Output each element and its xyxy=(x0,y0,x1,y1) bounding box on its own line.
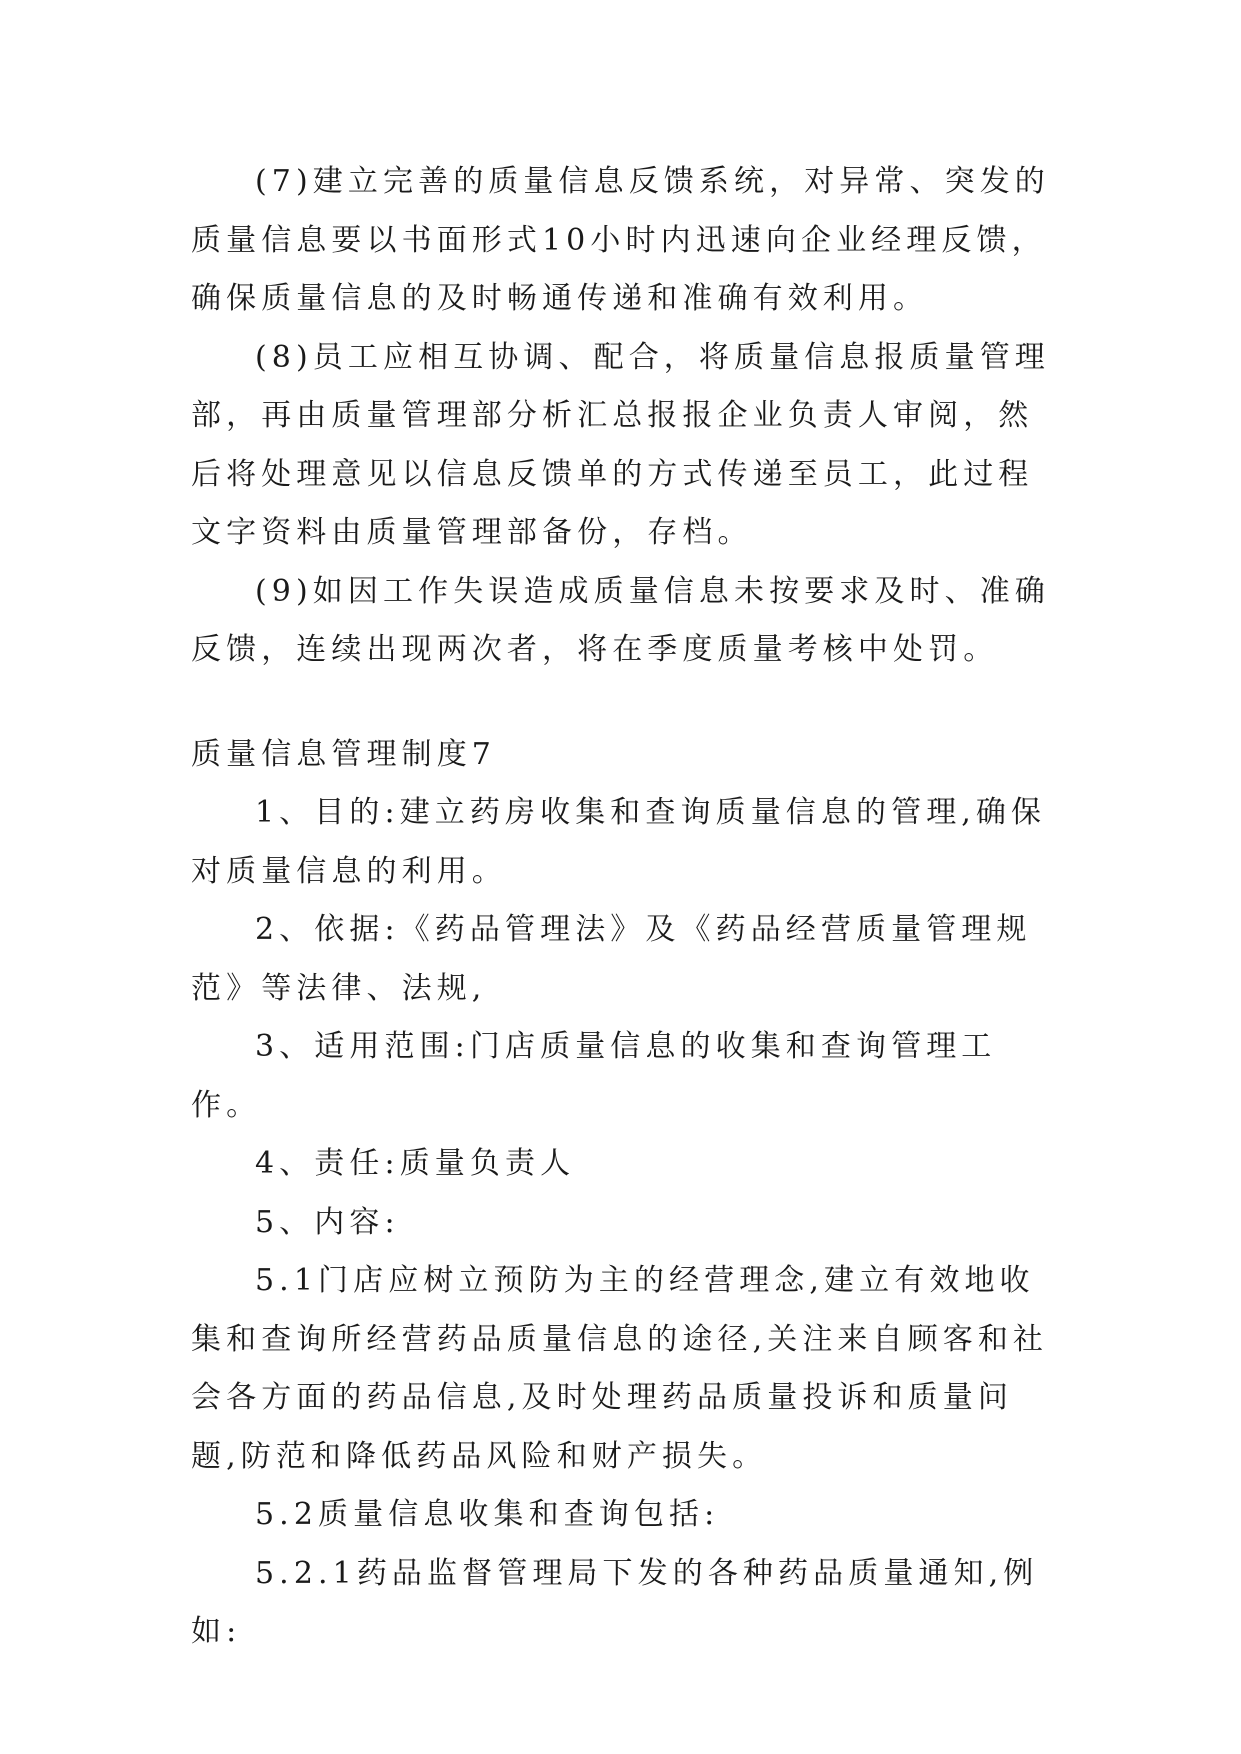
paragraph-item-8: (8)员工应相互协调、配合，将质量信息报质量管理部，再由质量管理部分析汇总报报企业负责人审阅，然后将处理意见以信息反馈单的方式传递至员工，此过程文字资料由质量管理部备份，存档。 xyxy=(191,339,1050,550)
paragraph-basis: 2、依据:《药品管理法》及《药品经营质量管理规范》等法律、法规, xyxy=(191,912,1032,1006)
paragraph-5-2-1: 5.2.1药品监督管理局下发的各种药品质量通知,例如: xyxy=(191,1555,1039,1649)
paragraph-purpose: 1、目的:建立药房收集和查询质量信息的管理,确保对质量信息的利用。 xyxy=(191,795,1047,889)
paragraph-item-9: (9)如因工作失误造成质量信息未按要求及时、准确反馈，连续出现两次者，将在季度质量考核中处罚。 xyxy=(191,573,1050,667)
paragraph-item-7: (7)建立完善的质量信息反馈系统，对异常、突发的质量信息要以书面形式10小时内迅速向企业经理反馈，确保质量信息的及时畅通传递和准确有效利用。 xyxy=(191,164,1050,316)
paragraph-responsibility: 4、责任:质量负责人 xyxy=(255,1146,576,1181)
paragraph-scope: 3、适用范围:门店质量信息的收集和查询管理工作。 xyxy=(191,1029,997,1123)
paragraph-5-2: 5.2质量信息收集和查询包括: xyxy=(255,1497,720,1532)
document-body xyxy=(191,153,1061,1662)
paragraph-5-1: 5.1门店应树立预防为主的经营理念,建立有效地收集和查询所经营药品质量信息的途径,关注来自顾客和社会各方面的药品信息,及时处理药品质量投诉和质量问题,防范和降低药品风险和财产损失。 xyxy=(191,1263,1049,1474)
section-spacer xyxy=(191,680,1061,726)
section-title: 质量信息管理制度7 xyxy=(191,736,496,772)
paragraph-content-heading: 5、内容: xyxy=(255,1204,400,1240)
